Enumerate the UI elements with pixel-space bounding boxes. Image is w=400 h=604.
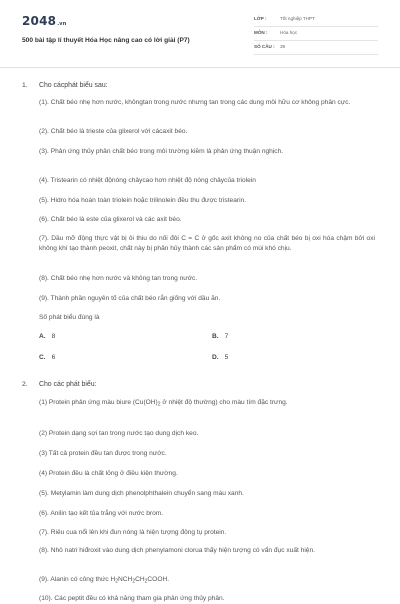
meta-row-subject [254,28,378,41]
meta-value: Hóa học [280,30,298,35]
site-logo[interactable] [22,14,67,28]
option-b[interactable] [212,333,228,340]
meta-row-class [254,14,378,27]
statement: (9). Alanin có công thức $H_2NCH_2CH_2COOH$. [39,576,170,585]
question-number: 1. [22,82,28,89]
option-d[interactable] [212,354,228,361]
option-value: 5 [224,354,229,361]
meta-label: LỚP : [254,16,267,21]
meta-label: SỐ CÂU : [254,44,275,49]
statement: (8). Chất béo nhẹ hơn nước và không tan trong nước. [39,275,198,282]
statement: (2) Protein dạng sợi tan trong nước tạo dung dịch keo. [39,430,199,437]
option-c[interactable] [39,354,55,361]
meta-label: MÔN : [254,30,268,35]
statement: (10). Các peptit đều có khả năng tham gia phản ứng thủy phân. [39,595,225,602]
option-a[interactable] [39,333,55,340]
option-value: 7 [224,333,229,340]
option-label: C. [39,354,46,361]
document-title: 500 bài tập lí thuyết Hóa Học nâng cao có lời giải (P7) [22,37,190,44]
statement: (5). Metylamin làm dung dịch phenolphthalein chuyển sang màu xanh. [39,490,244,497]
statement: (7). Dầu mỡ động thực vật bị ôi thiu do nối đôi C = C ở gốc axit không no của chất béo bị oxi hóa chậm bởi oxi không khí tạo thành peoxit, chất này bị phân hủy thành các sản phẩm có mùi khó chịu. [39,235,375,252]
question-stem: Cho cácphát biểu sau: [39,82,108,89]
statement: (4) Protein đều là chất lỏng ở điều kiện thường. [39,470,178,477]
statement: (1) Protein phản ứng màu biure ($Cu(OH)_2$ ở nhiệt độ thường) cho màu tím đặc trưng. [39,399,288,408]
logo-suffix: .vn [57,21,67,27]
statement: (6). Anilin tạo kết tủa trắng với nước brom. [39,510,164,517]
statement: (8). Nhỏ natri hiđroxit vào dung dịch phenylamoni clorua thấy hiện tượng có vẩn đục xuất hiện. [39,547,315,554]
meta-row-count [254,42,378,55]
statement: (2). Chất béo là trieste của glixerol với cácaxit béo. [39,128,188,135]
statement: (3) Tất cả protein đều tan được trong nước. [39,450,167,457]
meta-value: 39 [280,44,286,49]
document-header [0,0,400,68]
meta-value: Tốt nghiệp THPT [280,16,315,21]
option-label: B. [212,333,219,340]
statement: (5). Hidro hóa hoàn toàn triolein hoặc trilinolein đều thu được tristearin. [39,197,247,204]
question-stem: Cho các phát biểu: [39,381,97,388]
option-value: 8 [51,333,56,340]
logo-main: 2048 [22,14,57,28]
answer-prompt: Số phát biểu đúng là [39,314,100,321]
statement: (7). Riêu cua nổi lên khi đun nóng là hiện tượng đông tụ protein. [39,529,227,536]
statement: (9). Thành phần nguyên tố của chất béo rắn giống với dầu ăn. [39,295,221,302]
option-value: 6 [51,354,56,361]
statement: (4). Tristearin có nhiệt độnóng chảycao hơn nhiệt độ nóng chảycủa triolein [39,177,256,184]
statement: (1). Chất béo nhẹ hơn nước, khôngtan trong nước nhưng tan trong các dung môi hữu cơ không phân cực. [39,99,351,106]
statement: (6). Chất béo là este của glixerol và các axit béo. [39,216,182,223]
option-label: A. [39,333,46,340]
statement: (3). Phản ứng thủy phân chất béo trong môi trường kiềm là phản ứng thuận nghịch. [39,148,284,155]
option-label: D. [212,354,219,361]
question-number: 2. [22,381,28,388]
header-divider [0,67,400,68]
